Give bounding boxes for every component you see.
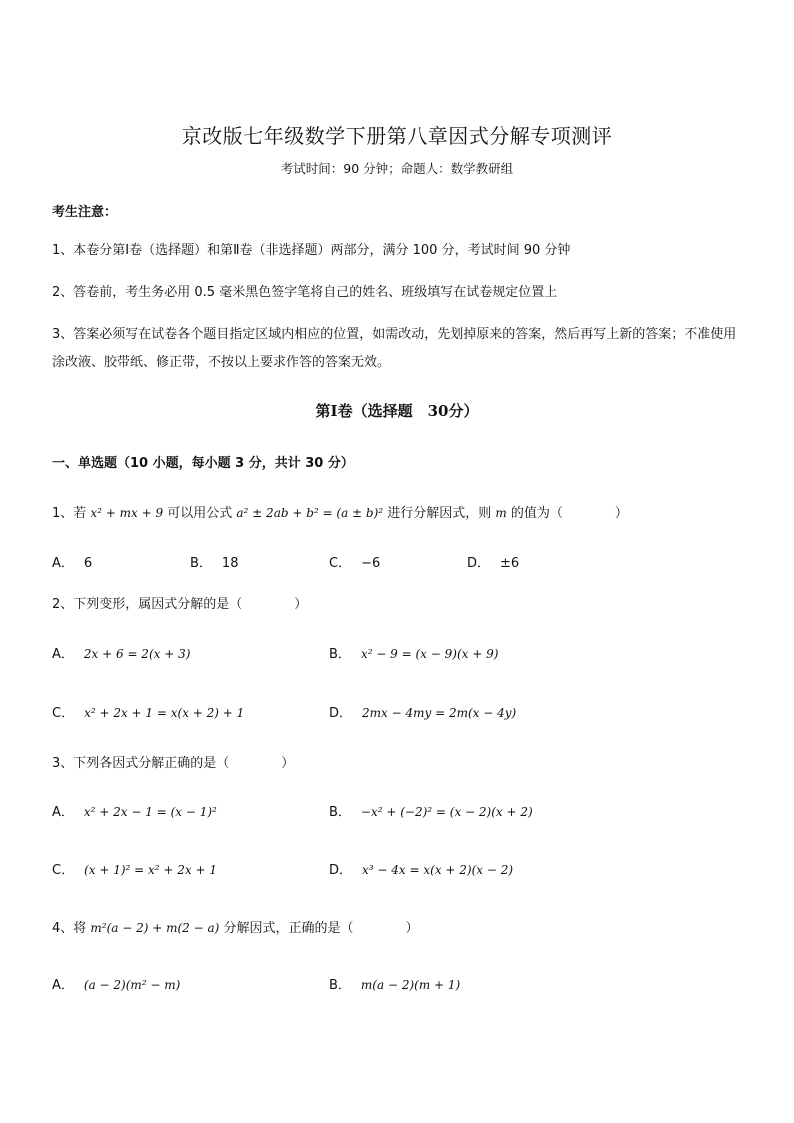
math-expression: m²(a − 2) + m(2 − a) bbox=[90, 921, 220, 935]
math-expression: x² + mx + 9 bbox=[90, 506, 164, 520]
part-heading: 一、单选题（10 小题，每小题 3 分，共计 30 分） bbox=[52, 456, 354, 471]
question-2-stem: 2、下列变形，属因式分解的是（ ） bbox=[52, 597, 308, 612]
option-text: m(a − 2)(m + 1) bbox=[360, 978, 461, 992]
option-label: A． bbox=[52, 647, 74, 662]
option-text: ±6 bbox=[500, 556, 520, 571]
notice-item-1: 1、本卷分第Ⅰ卷（选择题）和第Ⅱ卷（非选择题）两部分，满分 100 分，考试时间 90 分钟 bbox=[52, 243, 571, 258]
question-4-stem bbox=[52, 917, 418, 936]
option-label: A． bbox=[52, 805, 74, 820]
option-text: −x² + (−2)² = (x − 2)(x + 2) bbox=[360, 805, 533, 819]
option-label: B． bbox=[329, 978, 351, 993]
notice-item-2: 2、答卷前，考生务必用 0.5 毫米黑色签字笔将自己的姓名、班级填写在试卷规定位置上 bbox=[52, 285, 558, 300]
question-4-option-b bbox=[329, 974, 460, 993]
question-2-option-b bbox=[329, 643, 498, 662]
option-label: D． bbox=[467, 556, 491, 571]
question-text: 进行分解因式，则 bbox=[383, 506, 496, 521]
page-title: 京改版七年级数学下册第八章因式分解专项测评 bbox=[181, 124, 613, 148]
option-text: (a − 2)(m² − m) bbox=[83, 978, 181, 992]
option-text: x² + 2x + 1 = x(x + 2) + 1 bbox=[84, 706, 245, 720]
question-1-option-c bbox=[329, 552, 380, 571]
option-text: −6 bbox=[361, 556, 381, 571]
question-text: 的值为（ ） bbox=[506, 506, 628, 521]
question-3-option-d bbox=[329, 859, 513, 878]
section-title: 第Ⅰ卷（选择题 30分） bbox=[315, 402, 479, 420]
option-text: 2x + 6 = 2(x + 3) bbox=[83, 647, 191, 661]
question-text: 分解因式，正确的是（ ） bbox=[219, 921, 419, 936]
option-label: D． bbox=[329, 706, 353, 721]
question-3-option-c bbox=[52, 859, 217, 878]
notice-item-3: 3、答案必须写在试卷各个题目指定区域内相应的位置，如需改动，先划掉原来的答案，然后再写上新的答案；不准使用涂改液、胶带纸、修正带，不按以上要求作答的答案无效。 bbox=[52, 327, 737, 370]
question-4-option-a bbox=[52, 974, 180, 993]
math-expression: a² ± 2ab + b² = (a ± b)² bbox=[236, 506, 384, 520]
option-label: A． bbox=[52, 556, 74, 571]
question-2-option-d bbox=[329, 702, 516, 721]
question-1-option-b bbox=[190, 552, 238, 571]
question-1-stem bbox=[52, 502, 628, 521]
option-text: x² + 2x − 1 = (x − 1)² bbox=[83, 805, 217, 819]
question-1-option-a bbox=[52, 552, 92, 571]
question-1-option-d bbox=[467, 552, 519, 571]
option-label: D． bbox=[329, 863, 353, 878]
question-text: 可以用公式 bbox=[163, 506, 237, 521]
option-label: C． bbox=[329, 556, 352, 571]
math-variable: m bbox=[495, 506, 507, 520]
exam-info: 考试时间：90 分钟；命题人：数学教研组 bbox=[280, 161, 514, 176]
question-3-option-a bbox=[52, 801, 217, 820]
question-2-option-c bbox=[52, 702, 244, 721]
question-3-option-b bbox=[329, 801, 533, 820]
question-text: 1、若 bbox=[52, 506, 91, 521]
option-text: 6 bbox=[83, 556, 93, 571]
option-text: x³ − 4x = x(x + 2)(x − 2) bbox=[362, 863, 514, 877]
option-label: A． bbox=[52, 978, 74, 993]
option-text: (x + 1)² = x² + 2x + 1 bbox=[84, 863, 218, 877]
notice-heading: 考生注意： bbox=[52, 205, 118, 220]
option-text: 18 bbox=[221, 556, 239, 571]
option-text: 2mx − 4my = 2m(x − 4y) bbox=[362, 706, 517, 720]
option-label: B． bbox=[329, 647, 351, 662]
question-2-option-a bbox=[52, 643, 190, 662]
option-label: C． bbox=[52, 706, 75, 721]
option-label: B． bbox=[329, 805, 351, 820]
option-text: x² − 9 = (x − 9)(x + 9) bbox=[360, 647, 499, 661]
question-text: 4、将 bbox=[52, 921, 91, 936]
option-label: C． bbox=[52, 863, 75, 878]
option-label: B． bbox=[190, 556, 212, 571]
question-3-stem: 3、下列各因式分解正确的是（ ） bbox=[52, 756, 295, 771]
